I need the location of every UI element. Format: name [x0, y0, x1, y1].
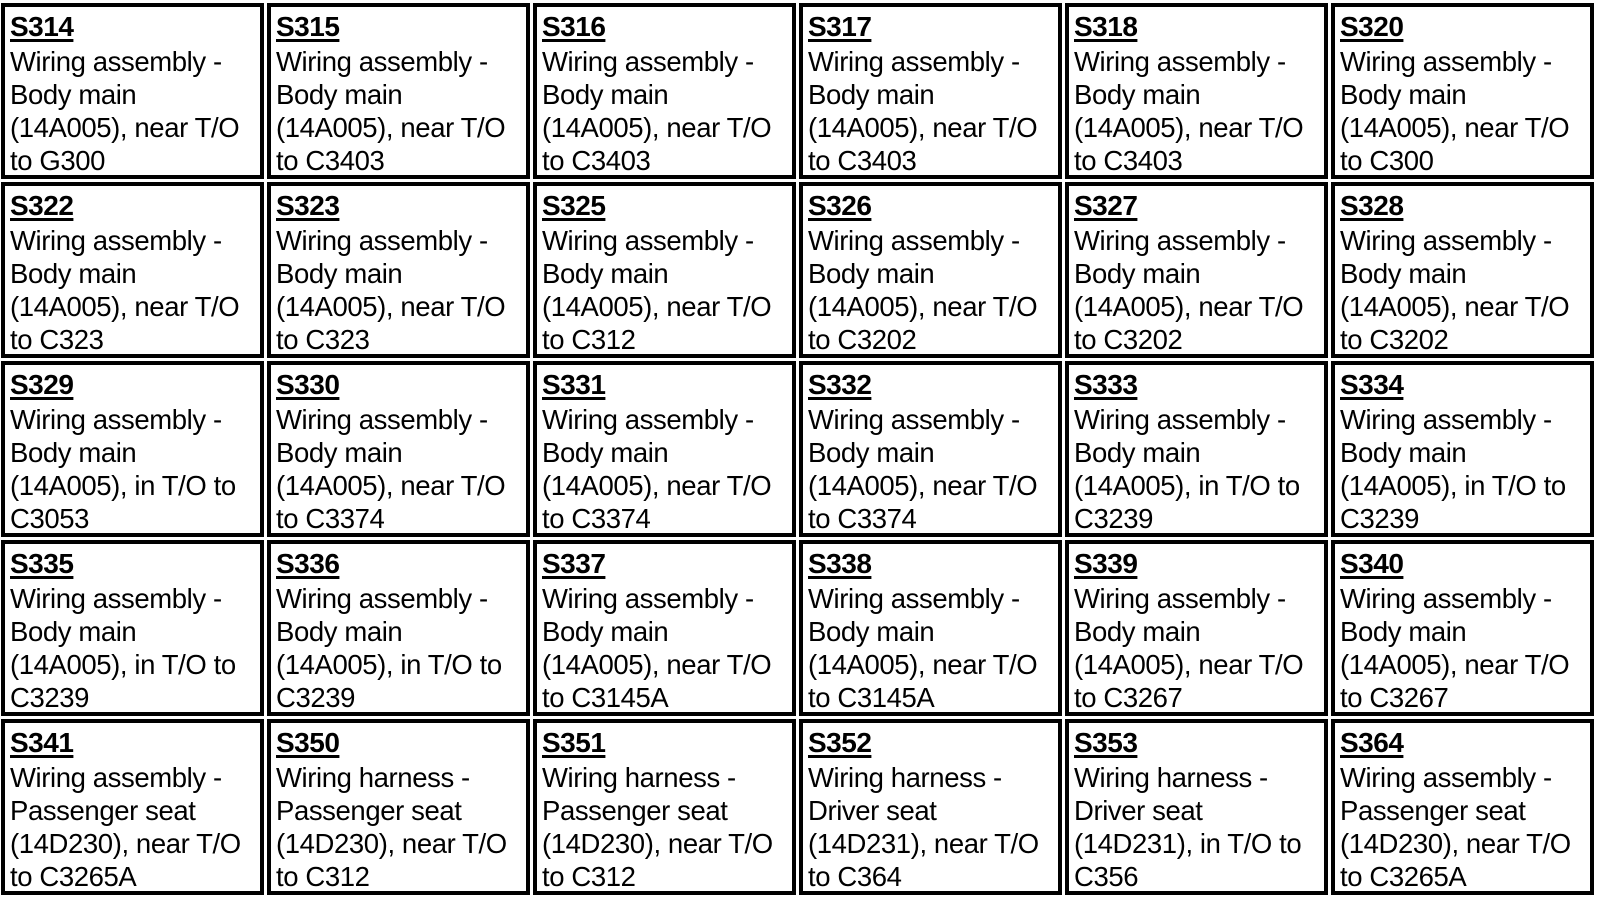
splice-cell [534, 720, 795, 894]
splice-cell [268, 4, 529, 178]
splice-description: Wiring assembly - Body main (14A005), in T/O to C3239 [276, 583, 502, 713]
splice-cell [1066, 183, 1327, 357]
splice-code: S364 [1340, 727, 1404, 758]
splice-description: Wiring assembly - Body main (14A005), near T/O to C323 [276, 225, 506, 355]
splice-code: S337 [542, 548, 606, 579]
splice-code: S333 [1074, 369, 1138, 400]
splice-cell [800, 362, 1061, 536]
splice-code: S316 [542, 11, 606, 42]
splice-description: Wiring harness - Driver seat (14D231), in T/O to C356 [1074, 762, 1302, 892]
splice-code: S332 [808, 369, 872, 400]
splice-description: Wiring assembly - Body main (14A005), near T/O to C3267 [1340, 583, 1570, 713]
splice-code: S340 [1340, 548, 1404, 579]
splice-cell [534, 183, 795, 357]
splice-description: Wiring assembly - Body main (14A005), near T/O to C3374 [808, 404, 1038, 534]
splice-description: Wiring assembly - Body main (14A005), in T/O to C3239 [1340, 404, 1566, 534]
splice-cell [800, 541, 1061, 715]
splice-description: Wiring harness - Passenger seat (14D230), near T/O to C312 [276, 762, 507, 892]
splice-cell [534, 362, 795, 536]
splice-description: Wiring assembly - Body main (14A005), near T/O to C323 [10, 225, 240, 355]
splice-cell [1066, 720, 1327, 894]
splice-code: S318 [1074, 11, 1138, 42]
splice-code: S315 [276, 11, 340, 42]
splice-cell [534, 541, 795, 715]
splice-description: Wiring assembly - Body main (14A005), near T/O to C3145A [808, 583, 1038, 713]
splice-description: Wiring assembly - Body main (14A005), in T/O to C3239 [10, 583, 236, 713]
splice-cell [268, 720, 529, 894]
splice-code: S350 [276, 727, 340, 758]
splice-cell [2, 183, 263, 357]
splice-description: Wiring assembly - Body main (14A005), near T/O to C3267 [1074, 583, 1304, 713]
splice-cell [1332, 541, 1593, 715]
splice-code: S330 [276, 369, 340, 400]
splice-description: Wiring assembly - Body main (14A005), near T/O to G300 [10, 46, 240, 176]
splice-code: S339 [1074, 548, 1138, 579]
splice-code: S338 [808, 548, 872, 579]
splice-code: S335 [10, 548, 74, 579]
splice-description: Wiring assembly - Passenger seat (14D230), near T/O to C3265A [10, 762, 241, 892]
splice-cell [1332, 4, 1593, 178]
splice-description: Wiring assembly - Body main (14A005), near T/O to C3403 [276, 46, 506, 176]
splice-description: Wiring assembly - Body main (14A005), near T/O to C3202 [1074, 225, 1304, 355]
splice-cell [800, 4, 1061, 178]
splice-code: S329 [10, 369, 74, 400]
splice-code: S334 [1340, 369, 1404, 400]
splice-code: S328 [1340, 190, 1404, 221]
splice-cell [534, 4, 795, 178]
splice-description: Wiring assembly - Body main (14A005), in T/O to C3053 [10, 404, 236, 534]
splice-code: S336 [276, 548, 340, 579]
splice-description: Wiring assembly - Body main (14A005), near T/O to C3403 [542, 46, 772, 176]
splice-description: Wiring assembly - Body main (14A005), near T/O to C300 [1340, 46, 1570, 176]
splice-cell [268, 541, 529, 715]
splice-code: S323 [276, 190, 340, 221]
splice-cell [1332, 362, 1593, 536]
splice-description: Wiring assembly - Body main (14A005), near T/O to C3145A [542, 583, 772, 713]
splice-code: S317 [808, 11, 872, 42]
splice-code: S327 [1074, 190, 1138, 221]
splice-description: Wiring assembly - Body main (14A005), near T/O to C3403 [1074, 46, 1304, 176]
splice-description: Wiring harness - Passenger seat (14D230), near T/O to C312 [542, 762, 773, 892]
splice-cell [1332, 183, 1593, 357]
splice-code: S326 [808, 190, 872, 221]
splice-cell [800, 183, 1061, 357]
splice-code: S341 [10, 727, 74, 758]
splice-description: Wiring assembly - Body main (14A005), near T/O to C3403 [808, 46, 1038, 176]
splice-description: Wiring assembly - Body main (14A005), near T/O to C3374 [542, 404, 772, 534]
splice-code: S322 [10, 190, 74, 221]
splice-description: Wiring assembly - Passenger seat (14D230), near T/O to C3265A [1340, 762, 1571, 892]
splice-description: Wiring assembly - Body main (14A005), near T/O to C3202 [1340, 225, 1570, 355]
splice-cell [1066, 541, 1327, 715]
splice-description: Wiring assembly - Body main (14A005), near T/O to C3202 [808, 225, 1038, 355]
splice-cell [1066, 362, 1327, 536]
splice-code: S353 [1074, 727, 1138, 758]
splice-code: S325 [542, 190, 606, 221]
splice-description: Wiring assembly - Body main (14A005), near T/O to C312 [542, 225, 772, 355]
splice-cell [2, 362, 263, 536]
splice-description: Wiring harness - Driver seat (14D231), near T/O to C364 [808, 762, 1039, 892]
splice-cell [2, 541, 263, 715]
splice-description: Wiring assembly - Body main (14A005), in T/O to C3239 [1074, 404, 1300, 534]
splice-cell [1066, 4, 1327, 178]
splice-code: S314 [10, 11, 74, 42]
splice-code: S352 [808, 727, 872, 758]
splice-cell [1332, 720, 1593, 894]
splice-cell [2, 4, 263, 178]
splice-cell [2, 720, 263, 894]
splice-cell [800, 720, 1061, 894]
splice-code: S331 [542, 369, 606, 400]
splice-location-grid [2, 4, 1593, 894]
splice-cell [268, 362, 529, 536]
splice-cell [268, 183, 529, 357]
splice-code: S320 [1340, 11, 1404, 42]
splice-description: Wiring assembly - Body main (14A005), near T/O to C3374 [276, 404, 506, 534]
splice-code: S351 [542, 727, 606, 758]
